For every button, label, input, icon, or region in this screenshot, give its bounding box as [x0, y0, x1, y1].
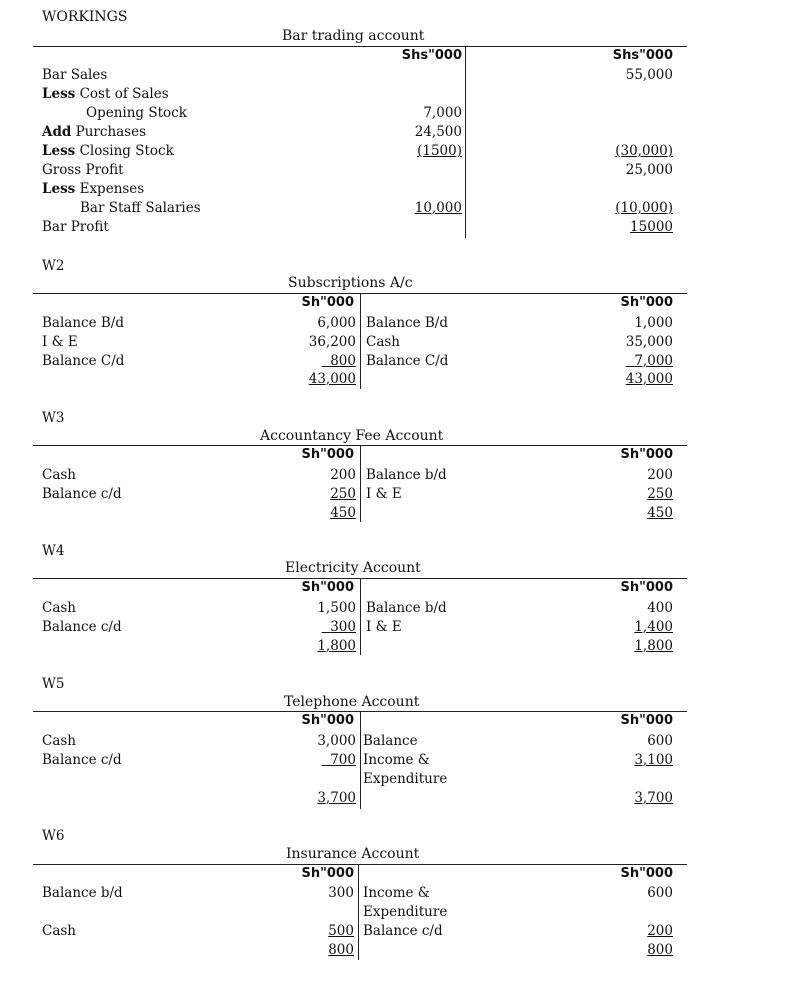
w2-amt2-total: 43,000 [625, 371, 673, 387]
w3-mid-row-2: I & E [366, 486, 402, 502]
w5-amt2-row-1: 600 [647, 733, 673, 749]
w2-mid-row-3: Balance C/d [366, 353, 449, 369]
w2-column-divider [360, 293, 361, 389]
w5-mid-row-2: Income & [363, 752, 430, 768]
bar-sales-amount: 55,000 [625, 67, 673, 83]
bar-cost-of-sales-total: (30,000) [615, 143, 673, 159]
w5-col2-header: Sh"000 [620, 713, 673, 728]
w2-tag: W2 [42, 258, 65, 274]
w4-amt1-total: 1,800 [317, 638, 356, 654]
w3-amt1-row-2: 250 [330, 486, 356, 502]
w3-mid-row-1: Balance b/d [366, 467, 447, 483]
w6-column-divider [358, 864, 359, 960]
w6-top-rule [33, 864, 687, 865]
w4-tag: W4 [42, 543, 65, 559]
bar-expenses-total: (10,000) [615, 200, 673, 216]
bar-profit-label: Bar Profit [42, 219, 109, 235]
w3-left-row-2: Balance c/d [42, 486, 122, 502]
w3-column-divider [360, 445, 361, 522]
w4-left-row-1: Cash [42, 600, 77, 616]
w2-mid-row-1: Balance B/d [366, 315, 448, 331]
bar-column-divider [465, 46, 466, 238]
w6-amt1-total: 800 [328, 942, 354, 958]
w3-amt2-total: 450 [647, 505, 673, 521]
w5-amt1-total: 3,700 [317, 790, 356, 806]
w3-tag: W3 [42, 410, 65, 426]
w2-col2-header: Sh"000 [620, 295, 673, 310]
w4-mid-row-1: Balance b/d [366, 600, 447, 616]
w6-amt2-row-2: 200 [647, 923, 673, 939]
bar-col1-header: Shs"000 [401, 48, 462, 63]
w6-amt1-row-2: 500 [328, 923, 354, 939]
w6-mid-row-2: Expenditure [363, 904, 448, 920]
bar-top-rule [33, 46, 687, 47]
w6-col2-header: Sh"000 [620, 866, 673, 881]
bar-purchases-label: Add Purchases [42, 124, 147, 140]
bar-closing-stock-amount: (1500) [417, 143, 462, 159]
w5-mid-row-3: Expenditure [363, 771, 448, 787]
w6-col1-header: Sh"000 [301, 866, 354, 881]
w3-title: Accountancy Fee Account [260, 428, 444, 444]
w3-col1-header: Sh"000 [301, 447, 354, 462]
w5-mid-row-1: Balance [363, 733, 418, 749]
w3-col2-header: Sh"000 [620, 447, 673, 462]
w3-left-row-1: Cash [42, 467, 77, 483]
w2-amt2-row-3: 7,000 [634, 353, 673, 369]
w5-column-divider [360, 711, 361, 809]
w2-left-row-2: I & E [42, 334, 78, 350]
w4-amt2-total: 1,800 [634, 638, 673, 654]
w5-amt2-total: 3,700 [634, 790, 673, 806]
w2-amt2-row-1: 1,000 [634, 315, 673, 331]
bar-gross-profit-amount: 25,000 [625, 162, 673, 178]
w4-amt2-row-1: 400 [647, 600, 673, 616]
w2-title: Subscriptions A/c [288, 275, 413, 291]
w5-title: Telephone Account [284, 694, 420, 710]
bar-opening-stock-label: Opening Stock [86, 105, 187, 121]
w4-left-row-2: Balance c/d [42, 619, 122, 635]
w2-amt1-total: 43,000 [308, 371, 356, 387]
w6-tag: W6 [42, 828, 65, 844]
w5-col1-header: Sh"000 [301, 713, 354, 728]
bar-cost-of-sales-label: Less Cost of Sales [42, 86, 169, 102]
w2-col1-header: Sh"000 [301, 295, 354, 310]
bar-opening-stock-amount: 7,000 [423, 105, 462, 121]
bar-staff-salaries-label: Bar Staff Salaries [80, 200, 201, 216]
w4-amt1-row-1: 1,500 [317, 600, 356, 616]
w3-amt1-row-1: 200 [330, 467, 356, 483]
w3-amt2-row-2: 250 [647, 486, 673, 502]
w2-amt1-row-3: 800 [330, 353, 356, 369]
bar-profit-amount: 15000 [630, 219, 673, 235]
w5-left-row-2: Balance c/d [42, 752, 122, 768]
page-heading: WORKINGS [42, 9, 128, 25]
bar-staff-salaries-amount: 10,000 [414, 200, 462, 216]
w6-amt1-row-1: 300 [328, 885, 354, 901]
bar-col2-header: Shs"000 [612, 48, 673, 63]
w6-left-row-2: Cash [42, 923, 77, 939]
bar-sales-label: Bar Sales [42, 67, 108, 83]
w2-amt1-row-1: 6,000 [317, 315, 356, 331]
w6-left-row-1: Balance b/d [42, 885, 123, 901]
bar-account-title: Bar trading account [282, 28, 425, 44]
w3-amt1-total: 450 [330, 505, 356, 521]
w5-amt1-row-2: 700 [330, 752, 356, 768]
w4-col1-header: Sh"000 [301, 580, 354, 595]
w6-amt2-total: 800 [647, 942, 673, 958]
w3-amt2-row-1: 200 [647, 467, 673, 483]
w6-mid-row-3: Balance c/d [363, 923, 443, 939]
bar-purchases-amount: 24,500 [414, 124, 462, 140]
w5-amt2-row-2: 3,100 [634, 752, 673, 768]
w2-mid-row-2: Cash [366, 334, 401, 350]
w4-column-divider [360, 578, 361, 655]
w5-amt1-row-1: 3,000 [317, 733, 356, 749]
w6-amt2-row-1: 600 [647, 885, 673, 901]
w4-mid-row-2: I & E [366, 619, 402, 635]
w2-amt1-row-2: 36,200 [308, 334, 356, 350]
w2-left-row-1: Balance B/d [42, 315, 124, 331]
w2-left-row-3: Balance C/d [42, 353, 125, 369]
w4-col2-header: Sh"000 [620, 580, 673, 595]
w5-left-row-1: Cash [42, 733, 77, 749]
w4-title: Electricity Account [285, 560, 421, 576]
bar-closing-stock-label: Less Closing Stock [42, 143, 174, 159]
bar-gross-profit-label: Gross Profit [42, 162, 124, 178]
w6-title: Insurance Account [286, 846, 420, 862]
w5-tag: W5 [42, 676, 65, 692]
bar-expenses-label: Less Expenses [42, 181, 145, 197]
w4-amt2-row-2: 1,400 [634, 619, 673, 635]
w6-mid-row-1: Income & [363, 885, 430, 901]
w4-amt1-row-2: 300 [330, 619, 356, 635]
w2-amt2-row-2: 35,000 [625, 334, 673, 350]
